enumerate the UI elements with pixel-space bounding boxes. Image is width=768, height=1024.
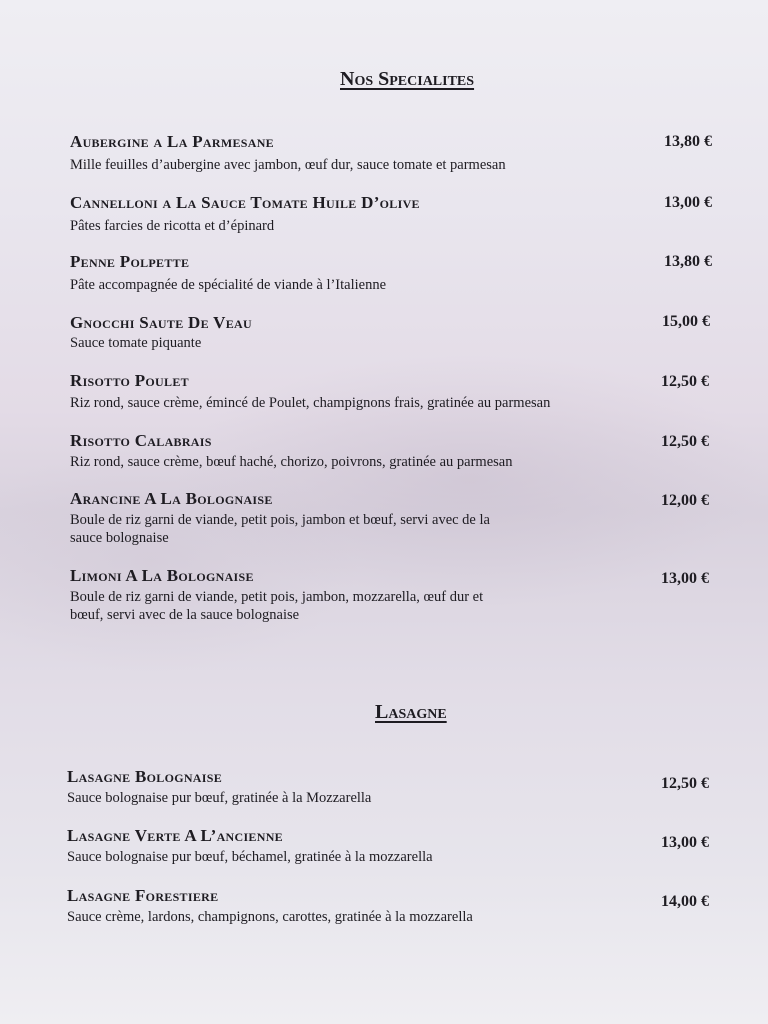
dish-name: Aubergine a La Parmesane [70, 132, 274, 151]
dish-price: 12,00 € [661, 492, 709, 509]
dish-description: Sauce crème, lardons, champignons, carottes, gratinée à la mozzarella [67, 909, 473, 925]
dish-name: Risotto Calabrais [70, 431, 212, 450]
dish-price: 13,00 € [661, 834, 709, 851]
dish-price: 14,00 € [661, 893, 709, 910]
dish-price: 12,50 € [661, 433, 709, 450]
dish-description: Boule de riz garni de viande, petit pois, jambon et bœuf, servi avec de la [70, 512, 490, 528]
dish-price: 13,00 € [661, 570, 709, 587]
dish-price: 13,80 € [664, 253, 712, 270]
dish-name: Lasagne Forestiere [67, 886, 219, 905]
dish-price: 12,50 € [661, 775, 709, 792]
dish-name: Risotto Poulet [70, 371, 189, 390]
dish-description: Pâte accompagnée de spécialité de viande à l’Italienne [70, 277, 387, 293]
dish-description: Riz rond, sauce crème, bœuf haché, chorizo, poivrons, gratinée au parmesan [70, 454, 513, 470]
section-title-specialites: Nos Specialites [340, 68, 475, 90]
dish-price: 15,00 € [662, 313, 710, 330]
dish-price: 13,80 € [664, 133, 712, 150]
dish-name: Lasagne Bolognaise [67, 767, 223, 786]
dish-description: Riz rond, sauce crème, émincé de Poulet, champignons frais, gratinée au parmesan [70, 395, 551, 411]
dish-price: 12,50 € [661, 373, 709, 390]
dish-name: Lasagne Verte A L’ancienne [67, 826, 283, 845]
dish-description: bœuf, servi avec de la sauce bolognaise [70, 607, 300, 623]
dish-name: Limoni A La Bolognaise [70, 566, 254, 585]
dish-name: Arancine A La Bolognaise [70, 489, 273, 508]
dish-price: 13,00 € [664, 194, 712, 211]
dish-description: Mille feuilles d’aubergine avec jambon, œuf dur, sauce tomate et parmesan [70, 157, 506, 173]
dish-name: Gnocchi Saute De Veau [70, 313, 252, 332]
dish-description: Boule de riz garni de viande, petit pois, jambon, mozzarella, œuf dur et [70, 589, 484, 605]
dish-description: Sauce bolognaise pur bœuf, gratinée à la Mozzarella [67, 790, 372, 806]
dish-description: Sauce tomate piquante [70, 335, 202, 351]
dish-description: Pâtes farcies de ricotta et d’épinard [70, 218, 275, 234]
dish-name: Penne Polpette [70, 252, 190, 271]
dish-description: Sauce bolognaise pur bœuf, béchamel, gratinée à la mozzarella [67, 849, 433, 865]
dish-description: sauce bolognaise [70, 530, 169, 546]
section-title-lasagne: Lasagne [375, 701, 447, 723]
dish-name: Cannelloni a La Sauce Tomate Huile D’olive [70, 193, 420, 212]
